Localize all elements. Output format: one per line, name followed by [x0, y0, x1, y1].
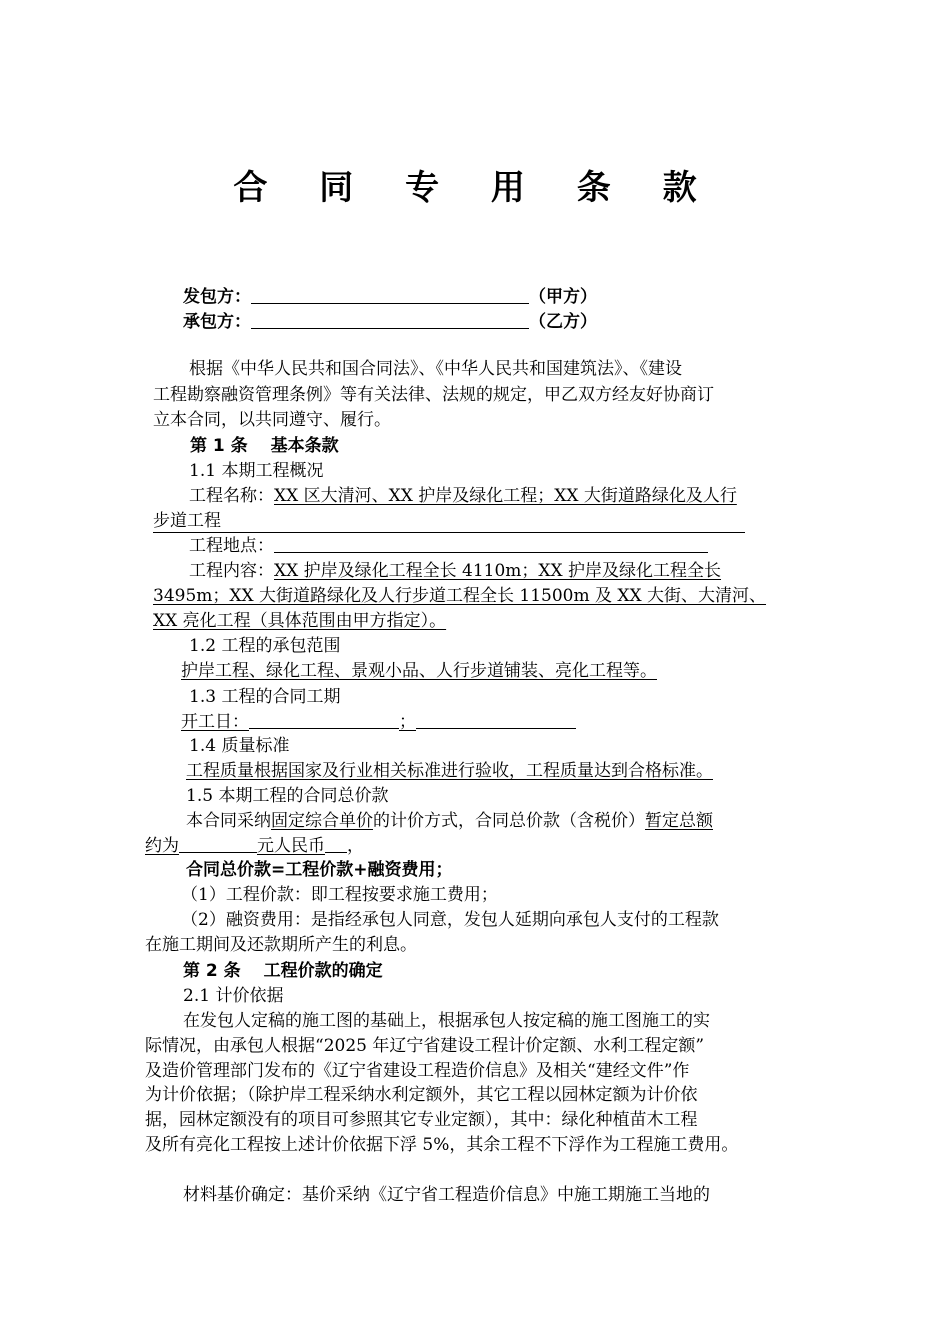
project-name-value: XX 区大清河、XX 护岸及绿化工程；XX 大街道路绿化及人行 [274, 486, 737, 506]
section-1-1: 1.1 本期工程概况 [189, 461, 324, 481]
section-1-3: 1.3 工程的合同工期 [189, 687, 341, 707]
project-site-blank [274, 536, 708, 553]
basis-line-6: 及所有亮化工程按上述计价依据下浮 5%，其余工程不下浮作为工程施工费用。 [145, 1135, 739, 1155]
price-mid: 的计价方式，合同总价款（含税价） [373, 811, 645, 831]
start-date-blank [249, 712, 399, 729]
price-item-1: （1）工程价款：即工程按要求施工费用； [181, 885, 498, 905]
project-site-label: 工程地点： [189, 536, 274, 556]
project-name-label: 工程名称： [189, 486, 274, 506]
article-1-heading: 第 1 条 基本条款 [190, 436, 339, 456]
project-site-line [189, 535, 708, 557]
intro-line-1: 根据《中华人民共和国合同法》、《中华人民共和国建筑法》、《建设 [189, 359, 682, 379]
price-trail-blank [325, 836, 347, 853]
price-comma: ， [347, 836, 364, 856]
employer-line [183, 286, 597, 308]
price-pre: 本合同采纳 [186, 811, 271, 831]
project-name-line [189, 485, 737, 507]
contractor-blank [251, 312, 529, 329]
price-item-2: （2）融资费用：是指经承包人同意，发包人延期向承包人支付的工程款 [181, 910, 719, 930]
article-2-heading: 第 2 条 工程价款的确定 [183, 961, 383, 981]
scope-text: 护岸工程、绿化工程、景观小品、人行步道铺装、亮化工程等。 [181, 661, 657, 681]
section-1-2: 1.2 工程的承包范围 [189, 636, 341, 656]
basis-line-4: 为计价依据；（除护岸工程采纳水利定额外，其它工程以园林定额为计价依 [145, 1085, 698, 1105]
price-method: 固定综合单价 [271, 811, 373, 831]
price-formula: 合同总价款=工程价款+融资费用； [186, 860, 453, 880]
document-title: 合 同 专 用 条 款 [233, 168, 717, 208]
employer-suffix: （甲方） [529, 287, 597, 307]
price-line-1 [186, 810, 713, 832]
price-item-2-cont: 在施工期间及还款期所产生的利息。 [145, 935, 417, 955]
project-content-label: 工程内容： [189, 561, 274, 581]
price-currency: 元人民币 [257, 836, 325, 856]
start-date-label: 开工日： [181, 712, 249, 732]
employer-blank [251, 287, 529, 304]
contractor-line [183, 311, 597, 333]
start-date-line [181, 711, 576, 733]
price-tail: 暂定总额 [645, 811, 713, 831]
contractor-label: 承包方： [183, 312, 251, 332]
intro-line-3: 立本合同，以共同遵守、履行。 [153, 410, 391, 430]
intro-line-2: 工程勘察融资管理条例》等有关法律、法规的规定，甲乙双方经友好协商订 [153, 385, 714, 405]
basis-line-5: 据，园林定额没有的项目可参照其它专业定额），其中：绿化种植苗木工程 [145, 1110, 698, 1130]
section-1-5: 1.5 本期工程的合同总价款 [186, 786, 389, 806]
project-content-line [189, 560, 721, 582]
price-about: 约为 [145, 836, 179, 856]
price-amount-blank [179, 836, 257, 853]
start-date-separator: ； [399, 712, 416, 732]
material-price-line: 材料基价确定：基价采纳《辽宁省工程造价信息》中施工期施工当地的 [183, 1185, 710, 1205]
price-line-2 [145, 835, 364, 857]
project-content-line-2: 3495m；XX 大街道路绿化及人行步道工程全长 11500m 及 XX 大街、大清河、 [153, 586, 767, 606]
end-date-blank [416, 712, 576, 729]
basis-line-1: 在发包人定稿的施工图的基础上，根据承包人按定稿的施工图施工的实 [183, 1011, 710, 1031]
quality-text: 工程质量根据国家及行业相关标准进行验收，工程质量达到合格标准。 [186, 761, 713, 781]
basis-line-3: 及造价管理部门发布的《辽宁省建设工程造价信息》及相关“建经文件”作 [145, 1061, 690, 1081]
employer-label: 发包方： [183, 287, 251, 307]
project-content-line-3: XX 亮化工程（具体范围由甲方指定）。 [153, 611, 447, 631]
project-content-value: XX 护岸及绿化工程全长 4110m；XX 护岸及绿化工程全长 [274, 561, 722, 581]
contractor-suffix: （乙方） [529, 312, 597, 332]
project-name-line-2: 步道工程 [153, 510, 745, 533]
section-1-4: 1.4 质量标准 [189, 736, 290, 756]
basis-line-2: 际情况，由承包人根据“2025 年辽宁省建设工程计价定额、水利工程定额” [145, 1036, 705, 1056]
section-2-1: 2.1 计价依据 [183, 986, 284, 1006]
